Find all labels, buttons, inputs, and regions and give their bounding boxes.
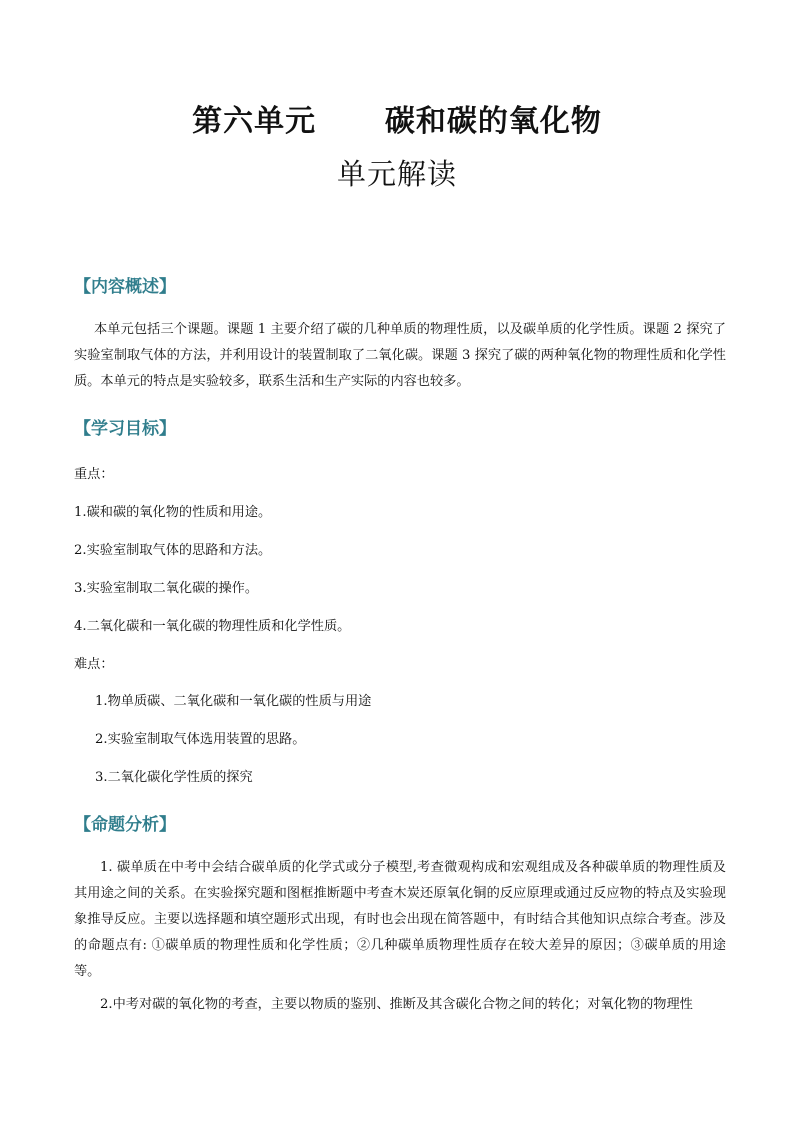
key-point: 4.二氧化碳和一氧化碳的物理性质和化学性质。 (74, 619, 351, 634)
difficult-label: 难点： (74, 657, 114, 672)
overview-heading: 【内容概述】 (74, 277, 176, 297)
analysis-paragraph-1: 1. 碳单质在中考中会结合碳单质的化学式或分子模型,考查微观构成和宏观组成及各种碳单质的物理性质及其用途之间的关系。在实验探究题和图框推断题中考查木炭还原氧化铜的反应原理或通过反应物的特点及实验现象推导反应。主要以选择题和填空题形式出现，有时也会出现在简答题中，有时结合其他知识点综合考查。涉及的命题点有: ①碳单质的物理性质和化学性质；②几种碳单质物理性质存在较大差异的原因；③碳单质的用途等。 (74, 860, 726, 979)
document-subtitle: 单元解读 (336, 157, 457, 191)
document-title: 第六单元 碳和碳的氧化物 (192, 104, 602, 139)
key-label: 重点： (74, 467, 114, 482)
key-point: 3.实验室制取二氧化碳的操作。 (74, 581, 259, 596)
difficult-point: 2.实验室制取气体选用装置的思路。 (95, 732, 306, 747)
key-point: 1.碳和碳的氧化物的性质和用途。 (74, 505, 272, 520)
difficult-point: 1.物单质碳、二氧化碳和一氧化碳的性质与用途 (95, 694, 372, 709)
analysis-paragraph-2: 2.中考对碳的氧化物的考查，主要以物质的鉴别、推断及其含碳化合物之间的转化；对氧化物的物理性 (100, 997, 693, 1012)
overview-paragraph: 本单元包括三个课题。课题 1 主要介绍了碳的几种单质的物理性质，以及碳单质的化学性质。课题 2 探究了实验室制取气体的方法，并利用设计的装置制取了二氧化碳。课题 3 探究了碳的两种氧化物的物理性质和化学性质。本单元的特点是实验较多，联系生活和生产实际的内容也较多。 (74, 322, 726, 389)
analysis-heading: 【命题分析】 (74, 815, 176, 835)
difficult-point: 3.二氧化碳化学性质的探究 (95, 770, 253, 785)
key-point: 2.实验室制取气体的思路和方法。 (74, 543, 272, 558)
goals-heading: 【学习目标】 (74, 419, 176, 439)
